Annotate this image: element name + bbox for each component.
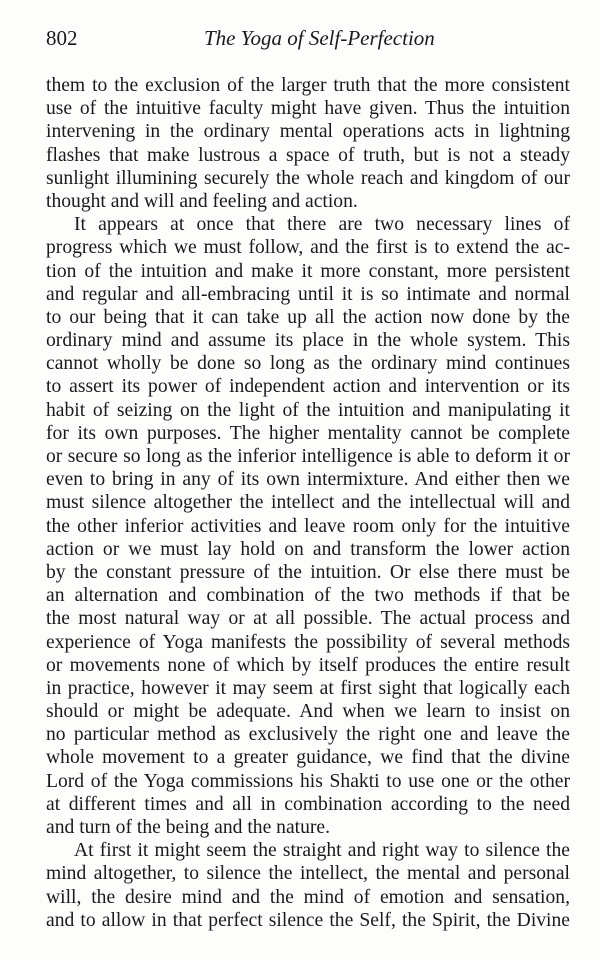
text-line: It appears at once that there are two necessary lines of (74, 214, 570, 236)
running-head (46, 26, 570, 56)
text-line: cannot wholly be done so long as the ordinary mind continues (46, 353, 570, 375)
text-line: no particular method as exclusively the right one and leave the (46, 724, 570, 746)
text-line: to assert its power of independent action and intervention or its (46, 376, 570, 398)
text-line: or movements none of which by itself produces the entire result (46, 654, 570, 676)
text-line: and turn of the being and the nature. (46, 817, 331, 838)
text-line: must silence altogether the intellect and the intellectual will and (46, 492, 570, 514)
text-line: action or we must lay hold on and transform the lower action (46, 538, 570, 560)
text-line: use of the intuitive faculty might have given. Thus the intuition (46, 98, 570, 120)
text-line: even to bring in any of its own intermixture. And either then we (46, 469, 570, 491)
text-line: to our being that it can take up all the action now done by the (46, 306, 570, 328)
text-line: for its own purposes. The higher mentality cannot be complete (46, 422, 570, 444)
text-line: at different times and all in combination according to the need (46, 793, 570, 815)
text-line: At first it might seem the straight and right way to silence the (74, 840, 570, 862)
text-line: the most natural way or at all possible. The actual process and (46, 608, 570, 630)
text-line: tion of the intuition and make it more constant, more persistent (46, 260, 570, 282)
text-line: ordinary mind and assume its place in the whole system. This (46, 330, 570, 352)
text-line: will, the desire mind and the mind of emotion and sensation, (46, 886, 570, 908)
page-number: 802 (46, 26, 78, 50)
text-line: habit of seizing on the light of the intuition and manipulating it (46, 399, 570, 421)
text-line: and regular and all-embracing until it is so intimate and normal (46, 283, 570, 305)
text-line: intervening in the ordinary mental operations acts in lightning (46, 121, 570, 143)
text-line: experience of Yoga manifests the possibility of several methods (46, 631, 570, 653)
text-line: whole movement to a greater guidance, we find that the divine (46, 747, 570, 769)
text-line: mind altogether, to silence the intellect, the mental and personal (46, 863, 570, 885)
body-text (46, 74, 570, 932)
text-line: in practice, however it may seem at first sight that logically each (46, 677, 570, 699)
text-line: the other inferior activities and leave room only for the intuitive (46, 515, 570, 537)
text-line: thought and will and feeling and action. (46, 190, 358, 212)
text-line: by the constant pressure of the intuition. Or else there must be (46, 561, 570, 583)
text-line: progress which we must follow, and the first is to extend the ac- (46, 237, 570, 259)
text-line: an alternation and combination of the two methods if that be (46, 585, 570, 607)
text-line: should or might be adequate. And when we learn to insist on (46, 701, 570, 723)
text-line: or secure so long as the inferior intelligence is able to deform it or (46, 446, 570, 467)
text-line: them to the exclusion of the larger truth that the more consistent (46, 75, 570, 96)
text-line: Lord of the Yoga commissions his Shakti to use one or the other (46, 770, 570, 792)
running-title: The Yoga of Self-Perfection (204, 26, 435, 50)
text-line: and to allow in that perfect silence the Self, the Spirit, the Divine (46, 909, 570, 931)
text-line: flashes that make lustrous a space of truth, but is not a steady (46, 144, 570, 166)
text-line: sunlight illumining securely the whole reach and kingdom of our (46, 167, 570, 189)
